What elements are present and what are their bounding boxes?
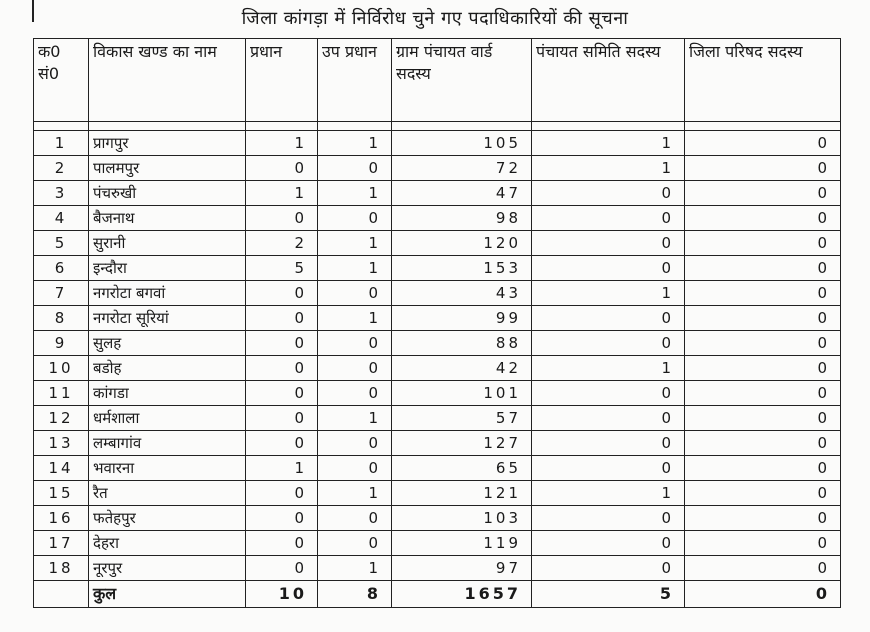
row-parishad: 0 <box>685 181 841 206</box>
table-row <box>34 556 841 581</box>
row-ward: 57 <box>392 406 532 431</box>
row-up-pradhan: 0 <box>318 356 392 381</box>
row-up-pradhan: 0 <box>318 281 392 306</box>
row-samiti: 0 <box>532 531 685 556</box>
total-sn <box>34 581 89 608</box>
row-up-pradhan: 1 <box>318 131 392 156</box>
row-samiti: 0 <box>532 431 685 456</box>
row-parishad: 0 <box>685 131 841 156</box>
row-pradhan: 0 <box>246 531 318 556</box>
header-block: विकास खण्ड का नाम <box>89 39 246 122</box>
row-sn: 4 <box>34 206 89 231</box>
table-body <box>34 122 841 581</box>
header-row <box>34 39 841 122</box>
row-block: सुरानी <box>89 231 246 256</box>
row-up-pradhan: 0 <box>318 431 392 456</box>
row-samiti: 0 <box>532 406 685 431</box>
row-pradhan: 1 <box>246 456 318 481</box>
row-pradhan: 0 <box>246 331 318 356</box>
header-parishad: जिला परिषद सदस्य <box>685 39 841 122</box>
row-up-pradhan: 0 <box>318 156 392 181</box>
table-row <box>34 356 841 381</box>
row-block: नूरपुर <box>89 556 246 581</box>
row-pradhan: 2 <box>246 231 318 256</box>
row-up-pradhan: 0 <box>318 381 392 406</box>
table-row <box>34 206 841 231</box>
row-block: रैत <box>89 481 246 506</box>
row-ward: 119 <box>392 531 532 556</box>
total-up-pradhan: 8 <box>318 581 392 608</box>
table-row <box>34 156 841 181</box>
officials-table <box>33 38 841 608</box>
row-sn: 17 <box>34 531 89 556</box>
row-samiti: 0 <box>532 331 685 356</box>
spacer-row <box>34 122 841 131</box>
row-ward: 153 <box>392 256 532 281</box>
row-sn: 16 <box>34 506 89 531</box>
row-block: लम्बागांव <box>89 431 246 456</box>
row-parishad: 0 <box>685 481 841 506</box>
row-pradhan: 0 <box>246 306 318 331</box>
total-label: कुल <box>89 581 246 608</box>
row-pradhan: 1 <box>246 181 318 206</box>
row-block: पंचरुखी <box>89 181 246 206</box>
row-pradhan: 0 <box>246 156 318 181</box>
row-pradhan: 0 <box>246 406 318 431</box>
row-parishad: 0 <box>685 556 841 581</box>
row-parishad: 0 <box>685 231 841 256</box>
table-row <box>34 306 841 331</box>
row-samiti: 1 <box>532 356 685 381</box>
row-sn: 2 <box>34 156 89 181</box>
row-samiti: 0 <box>532 256 685 281</box>
row-parishad: 0 <box>685 406 841 431</box>
row-sn: 14 <box>34 456 89 481</box>
row-parishad: 0 <box>685 381 841 406</box>
row-block: कांगडा <box>89 381 246 406</box>
row-parishad: 0 <box>685 456 841 481</box>
row-samiti: 1 <box>532 481 685 506</box>
row-ward: 120 <box>392 231 532 256</box>
row-sn: 5 <box>34 231 89 256</box>
total-pradhan: 10 <box>246 581 318 608</box>
row-ward: 72 <box>392 156 532 181</box>
row-ward: 105 <box>392 131 532 156</box>
row-sn: 1 <box>34 131 89 156</box>
row-sn: 6 <box>34 256 89 281</box>
total-row <box>34 581 841 608</box>
row-ward: 101 <box>392 381 532 406</box>
table-row <box>34 381 841 406</box>
row-block: बैजनाथ <box>89 206 246 231</box>
row-pradhan: 0 <box>246 381 318 406</box>
row-block: फतेहपुर <box>89 506 246 531</box>
row-sn: 10 <box>34 356 89 381</box>
row-sn: 9 <box>34 331 89 356</box>
row-block: पालमपुर <box>89 156 246 181</box>
row-pradhan: 5 <box>246 256 318 281</box>
table-row <box>34 456 841 481</box>
row-sn: 8 <box>34 306 89 331</box>
document-title: जिला कांगड़ा में निर्विरोध चुने गए पदाधिकारियों की सूचना <box>241 8 629 29</box>
table-row <box>34 231 841 256</box>
row-ward: 99 <box>392 306 532 331</box>
table-row <box>34 431 841 456</box>
table-row <box>34 131 841 156</box>
row-up-pradhan: 0 <box>318 331 392 356</box>
row-parishad: 0 <box>685 281 841 306</box>
row-ward: 127 <box>392 431 532 456</box>
row-pradhan: 0 <box>246 481 318 506</box>
row-sn: 3 <box>34 181 89 206</box>
row-ward: 121 <box>392 481 532 506</box>
row-parishad: 0 <box>685 306 841 331</box>
row-samiti: 0 <box>532 206 685 231</box>
row-parishad: 0 <box>685 256 841 281</box>
table-row <box>34 531 841 556</box>
row-samiti: 1 <box>532 281 685 306</box>
table-row <box>34 331 841 356</box>
row-ward: 88 <box>392 331 532 356</box>
row-parishad: 0 <box>685 156 841 181</box>
row-samiti: 0 <box>532 306 685 331</box>
header-samiti: पंचायत समिति सदस्य <box>532 39 685 122</box>
row-parishad: 0 <box>685 531 841 556</box>
row-up-pradhan: 0 <box>318 456 392 481</box>
row-parishad: 0 <box>685 431 841 456</box>
row-sn: 18 <box>34 556 89 581</box>
row-samiti: 1 <box>532 131 685 156</box>
row-sn: 7 <box>34 281 89 306</box>
row-block: प्रागपुर <box>89 131 246 156</box>
row-pradhan: 0 <box>246 281 318 306</box>
table-row <box>34 406 841 431</box>
table-row <box>34 281 841 306</box>
row-up-pradhan: 0 <box>318 206 392 231</box>
row-ward: 43 <box>392 281 532 306</box>
total-samiti: 5 <box>532 581 685 608</box>
row-parishad: 0 <box>685 356 841 381</box>
row-pradhan: 0 <box>246 431 318 456</box>
row-parishad: 0 <box>685 506 841 531</box>
row-sn: 13 <box>34 431 89 456</box>
row-up-pradhan: 1 <box>318 481 392 506</box>
total-ward: 1657 <box>392 581 532 608</box>
table-row <box>34 181 841 206</box>
header-ward: ग्राम पंचायत वार्ड सदस्य <box>392 39 532 122</box>
row-up-pradhan: 1 <box>318 181 392 206</box>
row-up-pradhan: 1 <box>318 306 392 331</box>
row-samiti: 0 <box>532 231 685 256</box>
header-pradhan: प्रधान <box>246 39 318 122</box>
row-pradhan: 0 <box>246 356 318 381</box>
total-parishad: 0 <box>685 581 841 608</box>
row-up-pradhan: 0 <box>318 506 392 531</box>
row-block: बडोह <box>89 356 246 381</box>
row-samiti: 0 <box>532 556 685 581</box>
row-pradhan: 0 <box>246 506 318 531</box>
row-samiti: 0 <box>532 456 685 481</box>
table-row <box>34 256 841 281</box>
table-row <box>34 506 841 531</box>
row-samiti: 0 <box>532 181 685 206</box>
header-sn: क0 सं0 <box>34 39 89 122</box>
row-block: भवारना <box>89 456 246 481</box>
row-samiti: 1 <box>532 156 685 181</box>
row-ward: 103 <box>392 506 532 531</box>
row-ward: 47 <box>392 181 532 206</box>
row-ward: 42 <box>392 356 532 381</box>
table-row <box>34 481 841 506</box>
row-up-pradhan: 1 <box>318 256 392 281</box>
row-up-pradhan: 1 <box>318 406 392 431</box>
row-block: धर्मशाला <box>89 406 246 431</box>
row-up-pradhan: 1 <box>318 231 392 256</box>
row-ward: 98 <box>392 206 532 231</box>
row-block: सुलह <box>89 331 246 356</box>
row-parishad: 0 <box>685 331 841 356</box>
row-sn: 12 <box>34 406 89 431</box>
header-up-pradhan: उप प्रधान <box>318 39 392 122</box>
row-sn: 15 <box>34 481 89 506</box>
row-up-pradhan: 0 <box>318 531 392 556</box>
row-ward: 65 <box>392 456 532 481</box>
row-samiti: 0 <box>532 381 685 406</box>
row-block: नगरोटा सूरियां <box>89 306 246 331</box>
row-pradhan: 0 <box>246 206 318 231</box>
row-block: इन्दौरा <box>89 256 246 281</box>
row-pradhan: 0 <box>246 556 318 581</box>
row-parishad: 0 <box>685 206 841 231</box>
row-sn: 11 <box>34 381 89 406</box>
row-block: नगरोटा बगवां <box>89 281 246 306</box>
row-block: देहरा <box>89 531 246 556</box>
row-samiti: 0 <box>532 506 685 531</box>
row-pradhan: 1 <box>246 131 318 156</box>
row-up-pradhan: 1 <box>318 556 392 581</box>
row-ward: 97 <box>392 556 532 581</box>
